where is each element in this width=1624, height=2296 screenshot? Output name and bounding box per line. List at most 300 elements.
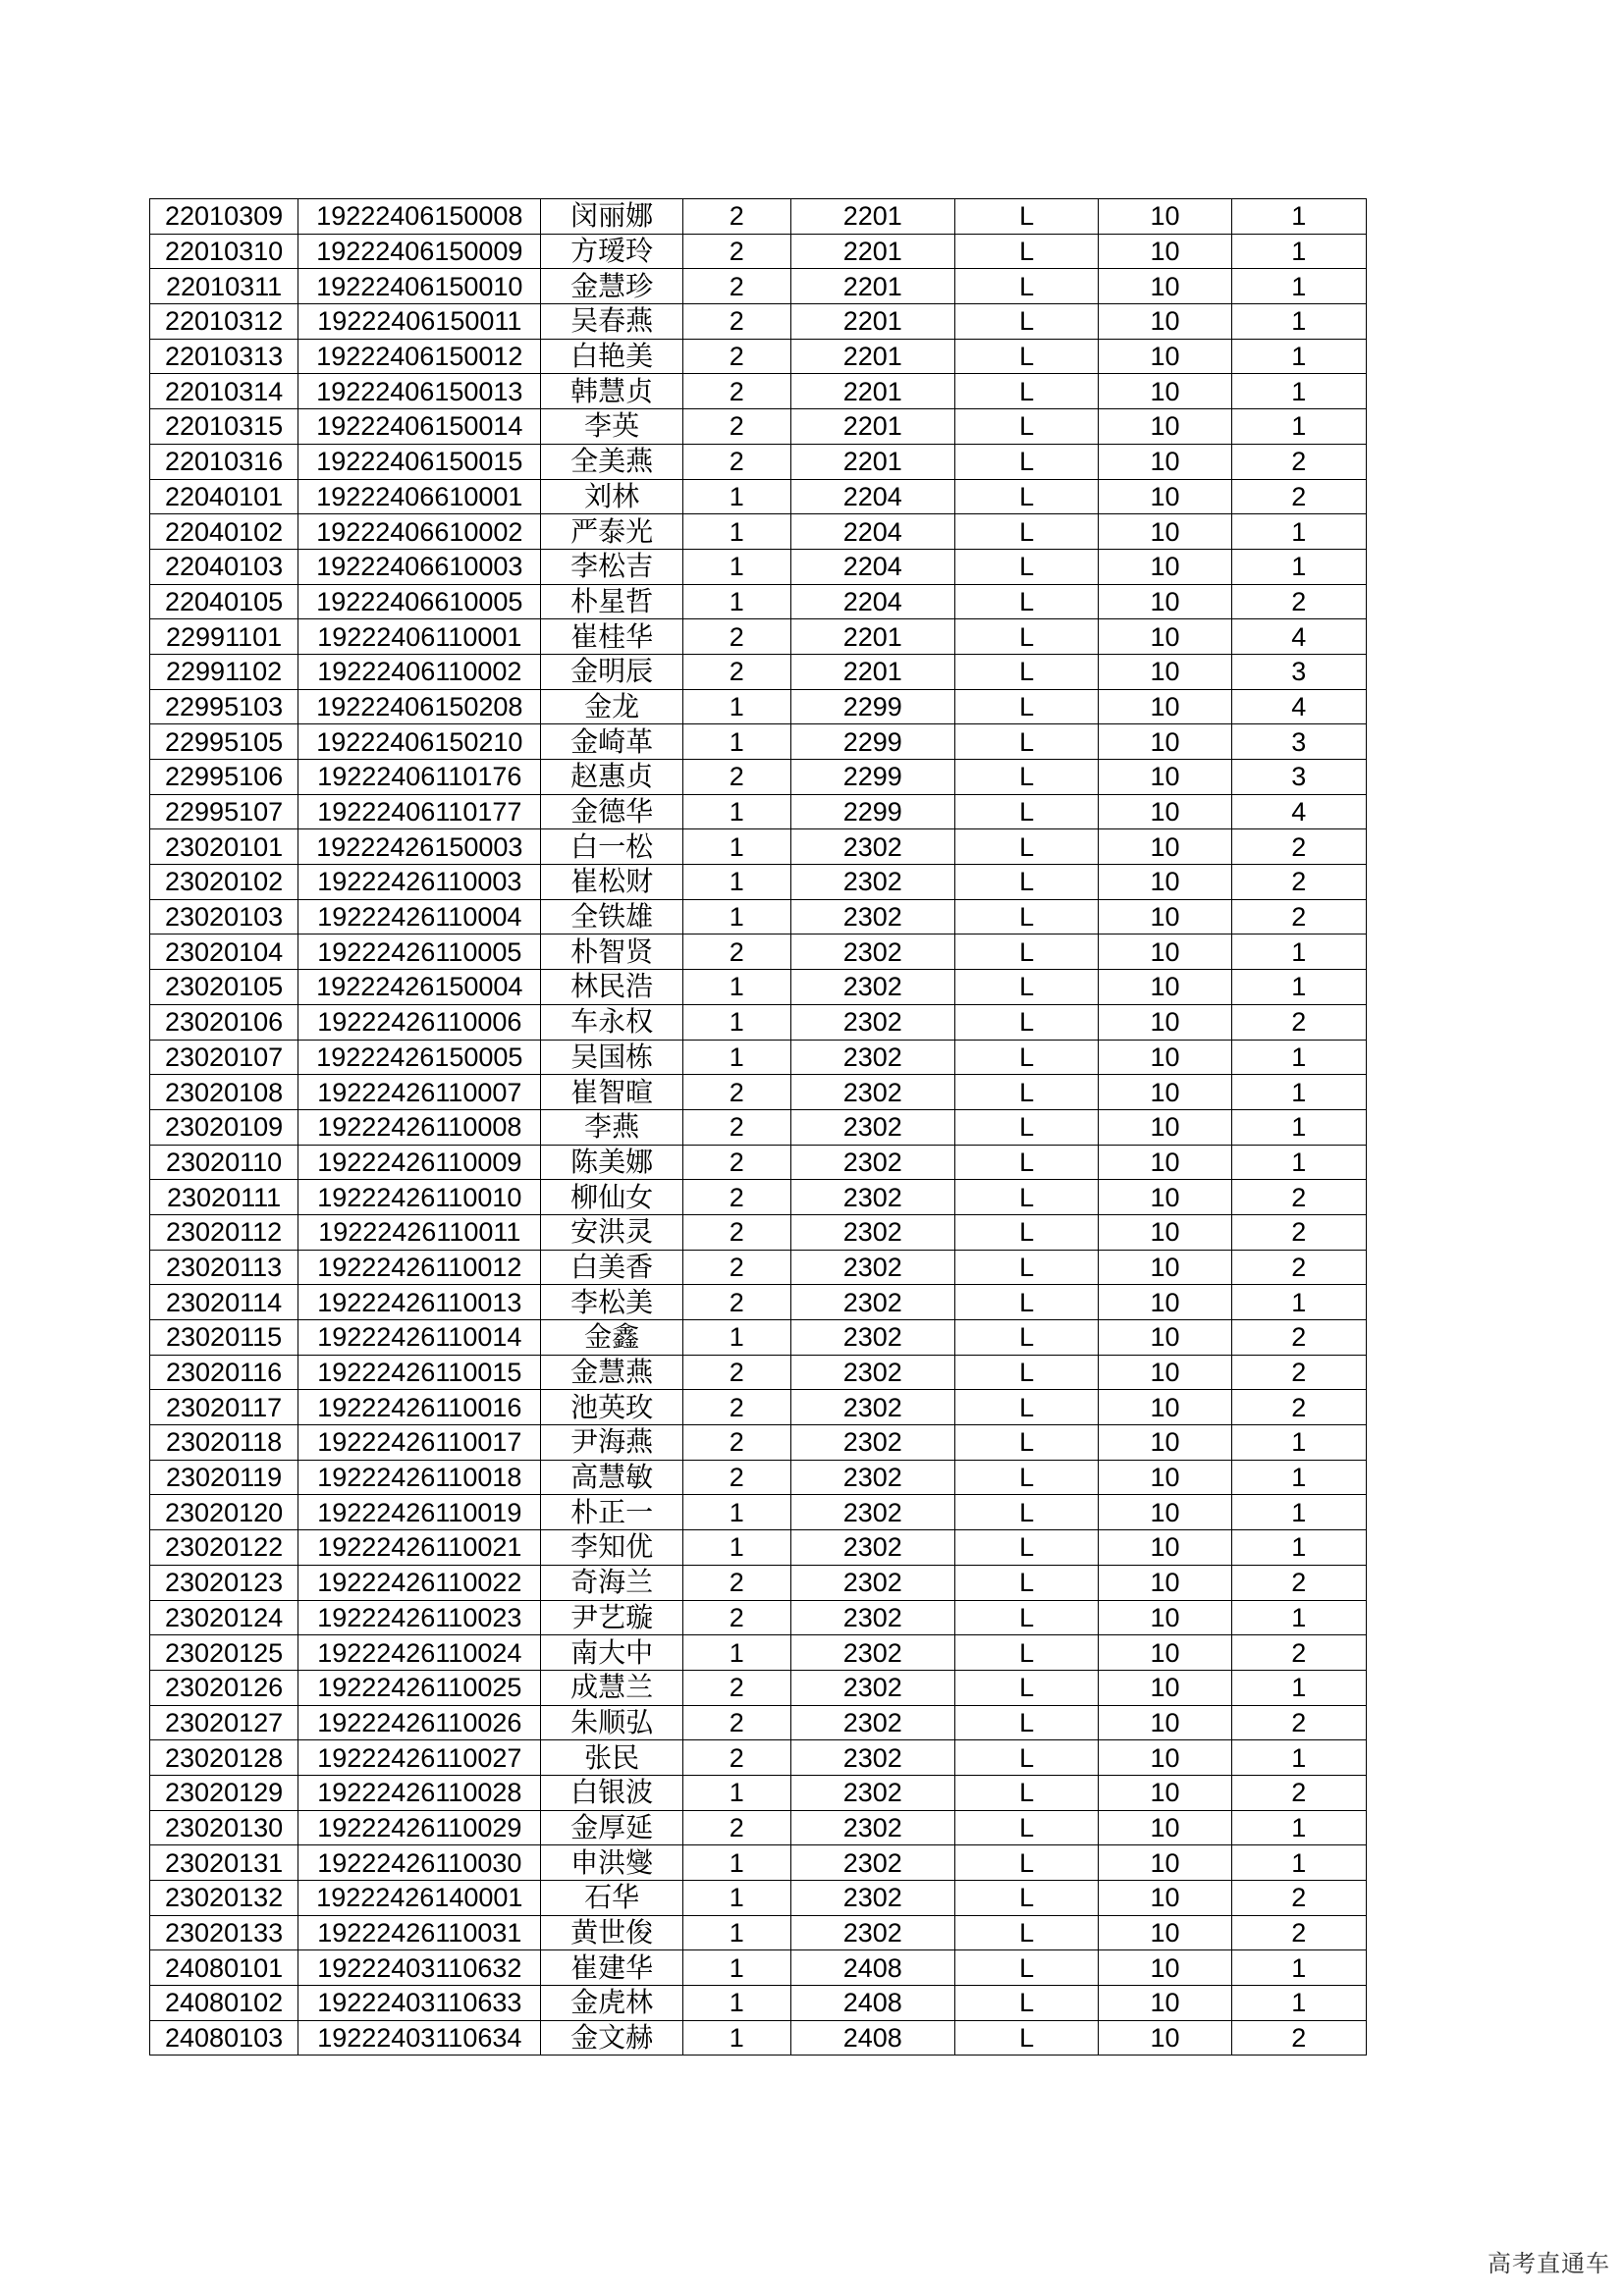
candidate-id-cell: 19222406150010 bbox=[298, 269, 541, 304]
candidate-id-cell: 19222426110025 bbox=[298, 1670, 541, 1705]
table-row bbox=[150, 1425, 1367, 1461]
candidate-id-cell: 19222406150009 bbox=[298, 234, 541, 269]
gender-code-cell: 2 bbox=[682, 409, 790, 445]
unit-code-cell: 2302 bbox=[790, 1214, 954, 1250]
score-cell: 10 bbox=[1099, 794, 1231, 829]
gender-code-cell: 1 bbox=[682, 2020, 790, 2056]
gender-code-cell: 2 bbox=[682, 1109, 790, 1145]
score-cell: 10 bbox=[1099, 1530, 1231, 1566]
gender-code-cell: 1 bbox=[682, 479, 790, 514]
category-cell: L bbox=[954, 1460, 1099, 1495]
table-row bbox=[150, 409, 1367, 445]
unit-code-cell: 2302 bbox=[790, 1495, 954, 1530]
unit-code-cell: 2204 bbox=[790, 514, 954, 550]
score-cell: 10 bbox=[1099, 1109, 1231, 1145]
score-cell: 10 bbox=[1099, 1285, 1231, 1320]
gender-code-cell: 2 bbox=[682, 1285, 790, 1320]
category-cell: L bbox=[954, 724, 1099, 760]
unit-code-cell: 2302 bbox=[790, 1320, 954, 1356]
candidate-id-cell: 19222426110010 bbox=[298, 1180, 541, 1215]
unit-code-cell: 2302 bbox=[790, 1740, 954, 1776]
type-code-cell: 1 bbox=[1231, 1495, 1366, 1530]
category-cell: L bbox=[954, 1810, 1099, 1845]
table-row bbox=[150, 304, 1367, 340]
category-cell: L bbox=[954, 619, 1099, 655]
table-row bbox=[150, 760, 1367, 795]
name-cell: 金崎革 bbox=[541, 724, 682, 760]
gender-code-cell: 2 bbox=[682, 1425, 790, 1461]
table-row bbox=[150, 899, 1367, 934]
table-row bbox=[150, 1810, 1367, 1845]
table-row bbox=[150, 1565, 1367, 1600]
table-row bbox=[150, 865, 1367, 900]
table-row bbox=[150, 1635, 1367, 1671]
type-code-cell: 1 bbox=[1231, 970, 1366, 1005]
candidate-id-cell: 19222426150005 bbox=[298, 1040, 541, 1075]
category-cell: L bbox=[954, 374, 1099, 409]
table-row bbox=[150, 2020, 1367, 2056]
table-row bbox=[150, 1390, 1367, 1425]
table-row bbox=[150, 1040, 1367, 1075]
type-code-cell: 1 bbox=[1231, 1986, 1366, 2021]
exam-number-cell: 22010310 bbox=[150, 234, 298, 269]
score-cell: 10 bbox=[1099, 1810, 1231, 1845]
exam-number-cell: 23020116 bbox=[150, 1355, 298, 1390]
score-cell: 10 bbox=[1099, 1425, 1231, 1461]
category-cell: L bbox=[954, 584, 1099, 619]
name-cell: 李松美 bbox=[541, 1285, 682, 1320]
unit-code-cell: 2302 bbox=[790, 1600, 954, 1635]
category-cell: L bbox=[954, 269, 1099, 304]
type-code-cell: 2 bbox=[1231, 1565, 1366, 1600]
name-cell: 白艳美 bbox=[541, 339, 682, 374]
score-cell: 10 bbox=[1099, 2020, 1231, 2056]
score-cell: 10 bbox=[1099, 1775, 1231, 1810]
unit-code-cell: 2302 bbox=[790, 829, 954, 865]
candidate-id-cell: 19222426110023 bbox=[298, 1600, 541, 1635]
category-cell: L bbox=[954, 1075, 1099, 1110]
candidate-id-cell: 19222406150014 bbox=[298, 409, 541, 445]
table-row bbox=[150, 514, 1367, 550]
candidate-id-cell: 19222406610005 bbox=[298, 584, 541, 619]
unit-code-cell: 2302 bbox=[790, 1355, 954, 1390]
candidate-id-cell: 19222406610001 bbox=[298, 479, 541, 514]
type-code-cell: 1 bbox=[1231, 1040, 1366, 1075]
name-cell: 石华 bbox=[541, 1881, 682, 1916]
category-cell: L bbox=[954, 514, 1099, 550]
candidate-id-cell: 19222426150003 bbox=[298, 829, 541, 865]
table-row bbox=[150, 1075, 1367, 1110]
candidate-id-cell: 19222426110031 bbox=[298, 1915, 541, 1950]
candidate-id-cell: 19222406150012 bbox=[298, 339, 541, 374]
category-cell: L bbox=[954, 1881, 1099, 1916]
score-cell: 10 bbox=[1099, 1075, 1231, 1110]
table-row bbox=[150, 934, 1367, 970]
type-code-cell: 1 bbox=[1231, 269, 1366, 304]
gender-code-cell: 2 bbox=[682, 339, 790, 374]
gender-code-cell: 2 bbox=[682, 654, 790, 689]
unit-code-cell: 2204 bbox=[790, 549, 954, 584]
category-cell: L bbox=[954, 1915, 1099, 1950]
gender-code-cell: 2 bbox=[682, 1460, 790, 1495]
gender-code-cell: 1 bbox=[682, 1495, 790, 1530]
score-cell: 10 bbox=[1099, 1214, 1231, 1250]
name-cell: 李燕 bbox=[541, 1109, 682, 1145]
name-cell: 赵惠贞 bbox=[541, 760, 682, 795]
score-cell: 10 bbox=[1099, 479, 1231, 514]
exam-number-cell: 22010313 bbox=[150, 339, 298, 374]
unit-code-cell: 2302 bbox=[790, 1881, 954, 1916]
exam-number-cell: 23020123 bbox=[150, 1565, 298, 1600]
exam-number-cell: 22995103 bbox=[150, 689, 298, 724]
type-code-cell: 2 bbox=[1231, 2020, 1366, 2056]
gender-code-cell: 1 bbox=[682, 899, 790, 934]
type-code-cell: 2 bbox=[1231, 1915, 1366, 1950]
category-cell: L bbox=[954, 444, 1099, 479]
category-cell: L bbox=[954, 1530, 1099, 1566]
score-cell: 10 bbox=[1099, 899, 1231, 934]
category-cell: L bbox=[954, 1425, 1099, 1461]
candidate-id-cell: 19222403110633 bbox=[298, 1986, 541, 2021]
gender-code-cell: 1 bbox=[682, 1950, 790, 1986]
name-cell: 申洪燮 bbox=[541, 1845, 682, 1881]
gender-code-cell: 1 bbox=[682, 584, 790, 619]
table-row bbox=[150, 374, 1367, 409]
candidate-id-cell: 19222406150015 bbox=[298, 444, 541, 479]
candidate-id-cell: 19222406150208 bbox=[298, 689, 541, 724]
gender-code-cell: 2 bbox=[682, 1705, 790, 1740]
category-cell: L bbox=[954, 549, 1099, 584]
score-cell: 10 bbox=[1099, 269, 1231, 304]
unit-code-cell: 2302 bbox=[790, 1705, 954, 1740]
name-cell: 池英玫 bbox=[541, 1390, 682, 1425]
score-cell: 10 bbox=[1099, 549, 1231, 584]
type-code-cell: 2 bbox=[1231, 1390, 1366, 1425]
score-cell: 10 bbox=[1099, 654, 1231, 689]
score-cell: 10 bbox=[1099, 374, 1231, 409]
type-code-cell: 1 bbox=[1231, 339, 1366, 374]
name-cell: 朴正一 bbox=[541, 1495, 682, 1530]
gender-code-cell: 2 bbox=[682, 269, 790, 304]
type-code-cell: 3 bbox=[1231, 760, 1366, 795]
candidate-id-cell: 19222426110004 bbox=[298, 899, 541, 934]
score-cell: 10 bbox=[1099, 1881, 1231, 1916]
table-row bbox=[150, 1109, 1367, 1145]
exam-number-cell: 22010309 bbox=[150, 199, 298, 235]
exam-number-cell: 22040101 bbox=[150, 479, 298, 514]
candidate-id-cell: 19222426110018 bbox=[298, 1460, 541, 1495]
candidate-id-cell: 19222406150013 bbox=[298, 374, 541, 409]
gender-code-cell: 2 bbox=[682, 760, 790, 795]
category-cell: L bbox=[954, 1495, 1099, 1530]
table-row bbox=[150, 724, 1367, 760]
unit-code-cell: 2201 bbox=[790, 339, 954, 374]
name-cell: 金慧珍 bbox=[541, 269, 682, 304]
table-row bbox=[150, 1180, 1367, 1215]
gender-code-cell: 2 bbox=[682, 1355, 790, 1390]
type-code-cell: 2 bbox=[1231, 1881, 1366, 1916]
exam-number-cell: 22010312 bbox=[150, 304, 298, 340]
type-code-cell: 2 bbox=[1231, 865, 1366, 900]
score-cell: 10 bbox=[1099, 409, 1231, 445]
unit-code-cell: 2302 bbox=[790, 1285, 954, 1320]
gender-code-cell: 1 bbox=[682, 865, 790, 900]
gender-code-cell: 2 bbox=[682, 1180, 790, 1215]
unit-code-cell: 2299 bbox=[790, 760, 954, 795]
category-cell: L bbox=[954, 1390, 1099, 1425]
unit-code-cell: 2201 bbox=[790, 304, 954, 340]
type-code-cell: 1 bbox=[1231, 1600, 1366, 1635]
score-cell: 10 bbox=[1099, 1915, 1231, 1950]
unit-code-cell: 2302 bbox=[790, 1109, 954, 1145]
name-cell: 南大中 bbox=[541, 1635, 682, 1671]
gender-code-cell: 1 bbox=[682, 1635, 790, 1671]
score-cell: 10 bbox=[1099, 1950, 1231, 1986]
candidate-id-cell: 19222426110005 bbox=[298, 934, 541, 970]
name-cell: 李英 bbox=[541, 409, 682, 445]
exam-number-cell: 23020114 bbox=[150, 1285, 298, 1320]
candidate-id-cell: 19222426110009 bbox=[298, 1145, 541, 1180]
candidate-id-cell: 19222426110008 bbox=[298, 1109, 541, 1145]
type-code-cell: 2 bbox=[1231, 829, 1366, 865]
candidate-id-cell: 19222406110002 bbox=[298, 654, 541, 689]
type-code-cell: 2 bbox=[1231, 1775, 1366, 1810]
table-row bbox=[150, 1460, 1367, 1495]
unit-code-cell: 2302 bbox=[790, 865, 954, 900]
unit-code-cell: 2302 bbox=[790, 1670, 954, 1705]
category-cell: L bbox=[954, 970, 1099, 1005]
score-cell: 10 bbox=[1099, 1740, 1231, 1776]
category-cell: L bbox=[954, 1775, 1099, 1810]
table-row bbox=[150, 1986, 1367, 2021]
name-cell: 金文赫 bbox=[541, 2020, 682, 2056]
gender-code-cell: 2 bbox=[682, 199, 790, 235]
gender-code-cell: 2 bbox=[682, 619, 790, 655]
type-code-cell: 2 bbox=[1231, 1635, 1366, 1671]
candidate-id-cell: 19222403110634 bbox=[298, 2020, 541, 2056]
gender-code-cell: 2 bbox=[682, 304, 790, 340]
score-cell: 10 bbox=[1099, 304, 1231, 340]
type-code-cell: 2 bbox=[1231, 1355, 1366, 1390]
table-row bbox=[150, 619, 1367, 655]
table-body bbox=[150, 199, 1367, 2056]
unit-code-cell: 2201 bbox=[790, 374, 954, 409]
name-cell: 车永权 bbox=[541, 1004, 682, 1040]
gender-code-cell: 1 bbox=[682, 1915, 790, 1950]
name-cell: 吴国栋 bbox=[541, 1040, 682, 1075]
type-code-cell: 1 bbox=[1231, 1425, 1366, 1461]
gender-code-cell: 2 bbox=[682, 374, 790, 409]
category-cell: L bbox=[954, 1145, 1099, 1180]
category-cell: L bbox=[954, 199, 1099, 235]
name-cell: 崔松财 bbox=[541, 865, 682, 900]
unit-code-cell: 2204 bbox=[790, 584, 954, 619]
category-cell: L bbox=[954, 409, 1099, 445]
gender-code-cell: 1 bbox=[682, 970, 790, 1005]
gender-code-cell: 2 bbox=[682, 444, 790, 479]
category-cell: L bbox=[954, 1285, 1099, 1320]
unit-code-cell: 2299 bbox=[790, 794, 954, 829]
score-cell: 10 bbox=[1099, 760, 1231, 795]
unit-code-cell: 2408 bbox=[790, 1950, 954, 1986]
candidate-id-cell: 19222403110632 bbox=[298, 1950, 541, 1986]
watermark-text: 高考直通车 bbox=[1488, 2250, 1610, 2277]
table-row bbox=[150, 584, 1367, 619]
unit-code-cell: 2201 bbox=[790, 234, 954, 269]
type-code-cell: 1 bbox=[1231, 199, 1366, 235]
type-code-cell: 2 bbox=[1231, 444, 1366, 479]
table-row bbox=[150, 1740, 1367, 1776]
type-code-cell: 1 bbox=[1231, 1845, 1366, 1881]
type-code-cell: 1 bbox=[1231, 1460, 1366, 1495]
exam-number-cell: 23020113 bbox=[150, 1250, 298, 1285]
name-cell: 朴智贤 bbox=[541, 934, 682, 970]
table-row bbox=[150, 1214, 1367, 1250]
candidate-id-cell: 19222426110011 bbox=[298, 1214, 541, 1250]
score-cell: 10 bbox=[1099, 1320, 1231, 1356]
name-cell: 崔桂华 bbox=[541, 619, 682, 655]
exam-number-cell: 22995107 bbox=[150, 794, 298, 829]
table-row bbox=[150, 1950, 1367, 1986]
table-row bbox=[150, 479, 1367, 514]
unit-code-cell: 2302 bbox=[790, 1845, 954, 1881]
type-code-cell: 1 bbox=[1231, 1950, 1366, 1986]
gender-code-cell: 1 bbox=[682, 514, 790, 550]
score-cell: 10 bbox=[1099, 1250, 1231, 1285]
score-cell: 10 bbox=[1099, 724, 1231, 760]
candidate-id-cell: 19222426110030 bbox=[298, 1845, 541, 1881]
name-cell: 方瑷玲 bbox=[541, 234, 682, 269]
candidate-id-cell: 19222426110026 bbox=[298, 1705, 541, 1740]
candidate-id-cell: 19222426110013 bbox=[298, 1285, 541, 1320]
gender-code-cell: 1 bbox=[682, 1881, 790, 1916]
name-cell: 林民浩 bbox=[541, 970, 682, 1005]
name-cell: 尹艺璇 bbox=[541, 1600, 682, 1635]
table-row bbox=[150, 1285, 1367, 1320]
exam-number-cell: 23020109 bbox=[150, 1109, 298, 1145]
gender-code-cell: 2 bbox=[682, 1565, 790, 1600]
name-cell: 奇海兰 bbox=[541, 1565, 682, 1600]
score-cell: 10 bbox=[1099, 1004, 1231, 1040]
exam-number-cell: 22040105 bbox=[150, 584, 298, 619]
unit-code-cell: 2408 bbox=[790, 1986, 954, 2021]
score-cell: 10 bbox=[1099, 1635, 1231, 1671]
score-cell: 10 bbox=[1099, 829, 1231, 865]
category-cell: L bbox=[954, 1250, 1099, 1285]
table-row bbox=[150, 970, 1367, 1005]
type-code-cell: 1 bbox=[1231, 1810, 1366, 1845]
candidate-id-cell: 19222426110015 bbox=[298, 1355, 541, 1390]
table-row bbox=[150, 1915, 1367, 1950]
gender-code-cell: 2 bbox=[682, 1600, 790, 1635]
candidate-id-cell: 19222406110001 bbox=[298, 619, 541, 655]
exam-number-cell: 22010316 bbox=[150, 444, 298, 479]
name-cell: 金虎林 bbox=[541, 1986, 682, 2021]
unit-code-cell: 2302 bbox=[790, 1250, 954, 1285]
score-cell: 10 bbox=[1099, 1145, 1231, 1180]
gender-code-cell: 2 bbox=[682, 1670, 790, 1705]
category-cell: L bbox=[954, 1670, 1099, 1705]
gender-code-cell: 1 bbox=[682, 1320, 790, 1356]
unit-code-cell: 2302 bbox=[790, 1004, 954, 1040]
table-row bbox=[150, 1004, 1367, 1040]
score-cell: 10 bbox=[1099, 1986, 1231, 2021]
unit-code-cell: 2408 bbox=[790, 2020, 954, 2056]
exam-number-cell: 23020131 bbox=[150, 1845, 298, 1881]
exam-number-cell: 23020130 bbox=[150, 1810, 298, 1845]
score-cell: 10 bbox=[1099, 1705, 1231, 1740]
unit-code-cell: 2201 bbox=[790, 409, 954, 445]
gender-code-cell: 1 bbox=[682, 794, 790, 829]
exam-number-cell: 22010311 bbox=[150, 269, 298, 304]
score-cell: 10 bbox=[1099, 619, 1231, 655]
gender-code-cell: 1 bbox=[682, 829, 790, 865]
candidate-id-cell: 19222426110028 bbox=[298, 1775, 541, 1810]
gender-code-cell: 2 bbox=[682, 234, 790, 269]
unit-code-cell: 2302 bbox=[790, 1775, 954, 1810]
exam-number-cell: 23020132 bbox=[150, 1881, 298, 1916]
candidate-id-cell: 19222406150210 bbox=[298, 724, 541, 760]
unit-code-cell: 2302 bbox=[790, 1145, 954, 1180]
unit-code-cell: 2302 bbox=[790, 1040, 954, 1075]
gender-code-cell: 2 bbox=[682, 1740, 790, 1776]
gender-code-cell: 2 bbox=[682, 1390, 790, 1425]
score-cell: 10 bbox=[1099, 1390, 1231, 1425]
exam-number-cell: 23020133 bbox=[150, 1915, 298, 1950]
unit-code-cell: 2302 bbox=[790, 1565, 954, 1600]
gender-code-cell: 1 bbox=[682, 724, 790, 760]
table-row bbox=[150, 1881, 1367, 1916]
name-cell: 朱顺弘 bbox=[541, 1705, 682, 1740]
type-code-cell: 1 bbox=[1231, 549, 1366, 584]
exam-number-cell: 23020128 bbox=[150, 1740, 298, 1776]
type-code-cell: 3 bbox=[1231, 724, 1366, 760]
name-cell: 金慧燕 bbox=[541, 1355, 682, 1390]
gender-code-cell: 1 bbox=[682, 1040, 790, 1075]
name-cell: 崔智暄 bbox=[541, 1075, 682, 1110]
score-cell: 10 bbox=[1099, 1670, 1231, 1705]
category-cell: L bbox=[954, 1600, 1099, 1635]
score-cell: 10 bbox=[1099, 514, 1231, 550]
type-code-cell: 1 bbox=[1231, 1740, 1366, 1776]
name-cell: 李松吉 bbox=[541, 549, 682, 584]
type-code-cell: 4 bbox=[1231, 794, 1366, 829]
type-code-cell: 1 bbox=[1231, 1075, 1366, 1110]
type-code-cell: 3 bbox=[1231, 654, 1366, 689]
score-cell: 10 bbox=[1099, 1600, 1231, 1635]
category-cell: L bbox=[954, 339, 1099, 374]
candidate-id-cell: 19222426110007 bbox=[298, 1075, 541, 1110]
score-cell: 10 bbox=[1099, 339, 1231, 374]
type-code-cell: 1 bbox=[1231, 1109, 1366, 1145]
candidate-id-cell: 19222426110016 bbox=[298, 1390, 541, 1425]
exam-number-cell: 23020106 bbox=[150, 1004, 298, 1040]
score-cell: 10 bbox=[1099, 1180, 1231, 1215]
table-row bbox=[150, 689, 1367, 724]
candidate-id-cell: 19222426110022 bbox=[298, 1565, 541, 1600]
category-cell: L bbox=[954, 1004, 1099, 1040]
exam-number-cell: 23020107 bbox=[150, 1040, 298, 1075]
exam-number-cell: 24080102 bbox=[150, 1986, 298, 2021]
category-cell: L bbox=[954, 479, 1099, 514]
exam-number-cell: 22991101 bbox=[150, 619, 298, 655]
name-cell: 白一松 bbox=[541, 829, 682, 865]
table-row bbox=[150, 199, 1367, 235]
candidate-id-cell: 19222426110014 bbox=[298, 1320, 541, 1356]
candidate-id-cell: 19222426110027 bbox=[298, 1740, 541, 1776]
table-row bbox=[150, 1355, 1367, 1390]
type-code-cell: 2 bbox=[1231, 1214, 1366, 1250]
